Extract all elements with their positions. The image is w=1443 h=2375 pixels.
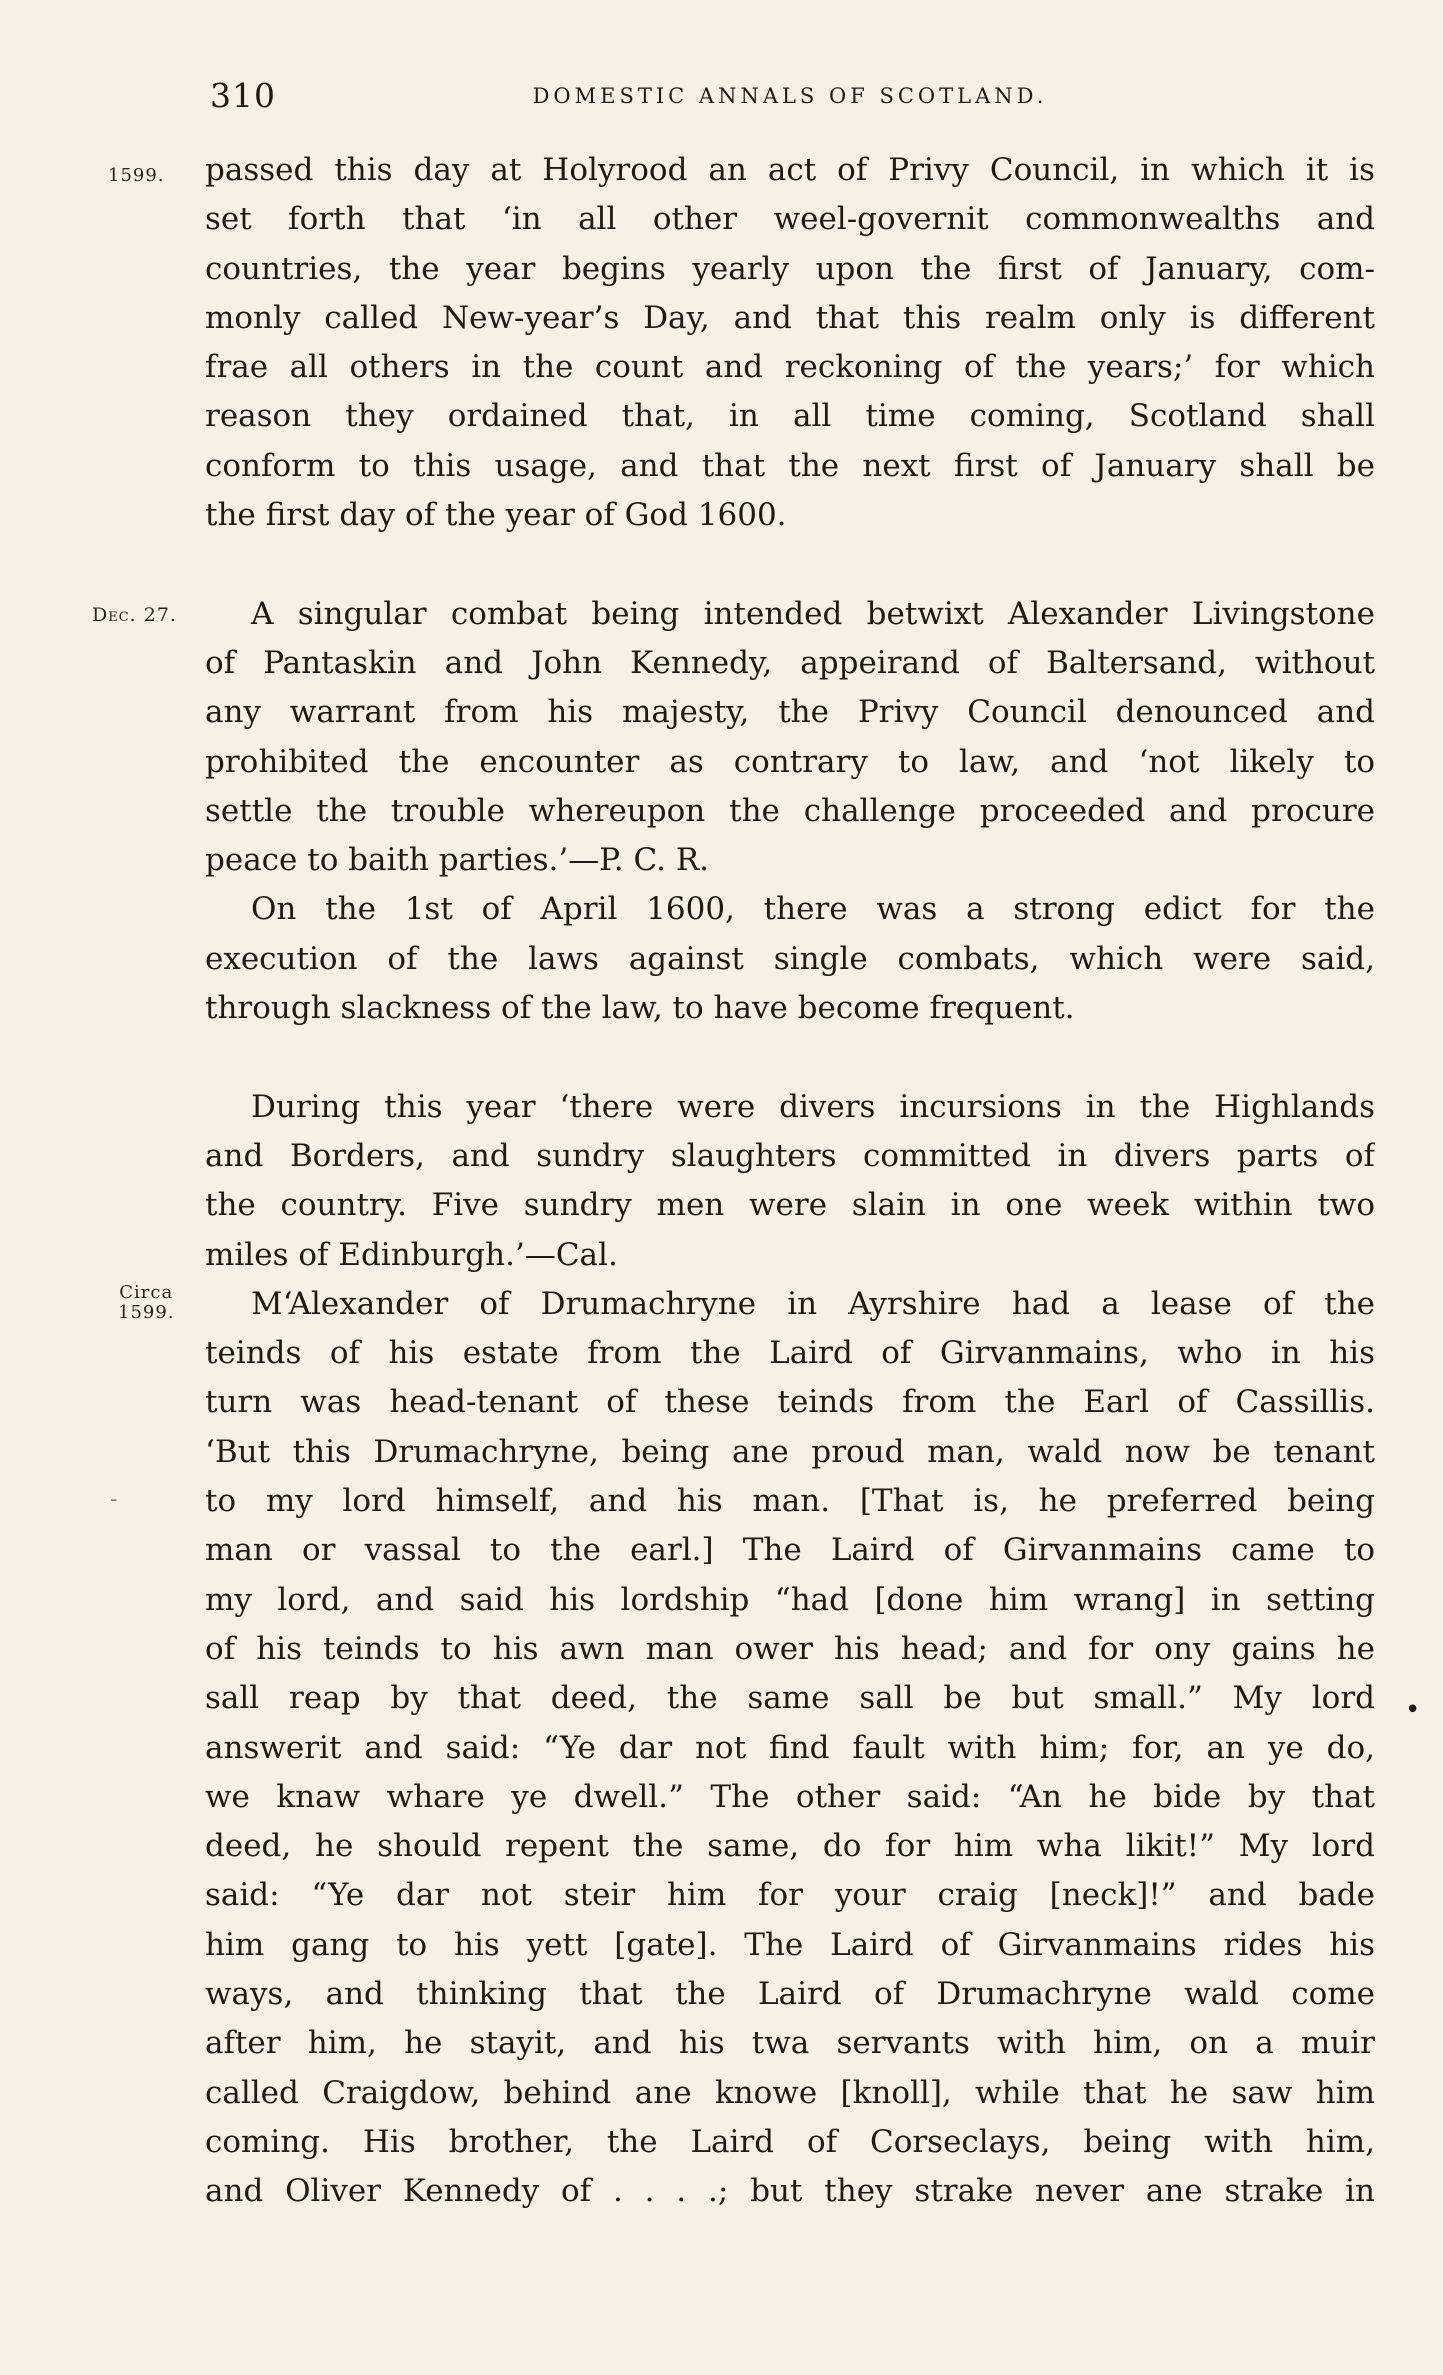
text-line: said: “Ye dar not steir him for your craig [neck]!” and bade <box>205 1877 1375 1914</box>
paragraph-gap <box>205 540 1375 589</box>
text-line: coming. His brother, the Laird of Corseclays, being with him, <box>205 2123 1375 2160</box>
margin-date-dec-27: Dec. 27. <box>92 604 177 626</box>
text-line: the country. Five sundry men were slain in one week within two <box>205 1187 1375 1224</box>
text-line: settle the trouble whereupon the challenge proceeded and procure <box>205 792 1375 829</box>
text-line: and Oliver Kennedy of . . . .; but they strake never ane strake in <box>205 2173 1375 2210</box>
margin-date-1599: 1599. <box>108 165 165 186</box>
text-line: conform to this usage, and that the next first of January shall be <box>205 447 1375 484</box>
text-line: of Pantaskin and John Kennedy, appeirand of Baltersand, without <box>205 644 1375 681</box>
text-line: man or vassal to the earl.] The Laird of Girvanmains came to <box>205 1532 1375 1569</box>
text-line: passed this day at Holyrood an act of Privy Council, in which it is <box>205 152 1375 188</box>
text-line: reason they ordained that, in all time coming, Scotland shall <box>205 398 1375 435</box>
running-title: DOMESTIC ANNALS OF SCOTLAND. <box>532 84 1048 108</box>
margin-dot-mark: • <box>1405 1695 1421 1725</box>
text-line: set forth that ‘in all other weel-governit commonwealths and <box>205 201 1375 238</box>
text-line: through slackness of the law, to have become frequent. <box>205 990 1075 1027</box>
text-line: answerit and said: “Ye dar not find fault with him; for, an ye do, <box>205 1729 1375 1766</box>
text-line: ‘But this Drumachryne, being ane proud man, wald now be tenant <box>205 1433 1375 1470</box>
text-line: any warrant from his majesty, the Privy Council denounced and <box>205 694 1375 731</box>
text-line: him gang to his yett [gate]. The Laird of Girvanmains rides his <box>205 1926 1375 1963</box>
text-line: A singular combat being intended betwixt Alexander Livingstone <box>251 595 1375 632</box>
body-text <box>205 146 1375 2216</box>
text-line: my lord, and said his lordship “had [done him wrang] in setting <box>205 1581 1375 1618</box>
margin-tick-mark: - <box>110 1487 118 1512</box>
text-line: the first day of the year of God 1600. <box>205 497 787 534</box>
margin-circa-label: Circa <box>119 1282 174 1303</box>
margin-date-circa-1599 <box>118 1283 175 1323</box>
paragraph-gap <box>205 1033 1375 1082</box>
text-line: deed, he should repent the same, do for him wha likit!” My lord <box>205 1828 1375 1865</box>
text-line: turn was head-tenant of these teinds from the Earl of Cassillis. <box>205 1384 1375 1421</box>
text-line: execution of the laws against single combats, which were said, <box>205 940 1375 977</box>
text-line: countries, the year begins yearly upon the first of January, com- <box>205 250 1375 287</box>
text-line: miles of Edinburgh.’—Cal. <box>205 1236 618 1273</box>
text-line: sall reap by that deed, the same sall be but small.” My lord <box>205 1680 1375 1717</box>
text-line: to my lord himself, and his man. [That is, he preferred being <box>205 1483 1375 1520</box>
text-line: called Craigdow, behind ane knowe [knoll], while that he saw him <box>205 2074 1375 2111</box>
margin-circa-year: 1599. <box>118 1302 175 1323</box>
text-line: of his teinds to his awn man ower his head; and for ony gains he <box>205 1630 1375 1667</box>
text-line: teinds of his estate from the Laird of Girvanmains, who in his <box>205 1335 1375 1372</box>
text-line: prohibited the encounter as contrary to law, and ‘not likely to <box>205 743 1375 780</box>
text-line: monly called New-year’s Day, and that this realm only is different <box>205 299 1375 336</box>
text-line: after him, he stayit, and his twa servants with him, on a muir <box>205 2025 1375 2062</box>
text-line: M‘Alexander of Drumachryne in Ayrshire had a lease of the <box>251 1285 1375 1322</box>
text-line: and Borders, and sundry slaughters committed in divers parts of <box>205 1137 1375 1174</box>
page-number: 310 <box>210 76 276 115</box>
page-header <box>210 76 1370 116</box>
text-line: we knaw whare ye dwell.” The other said: “An he bide by that <box>205 1778 1375 1815</box>
text-line: peace to baith parties.’—P. C. R. <box>205 842 710 879</box>
text-line: During this year ‘there were divers incursions in the Highlands <box>251 1088 1375 1125</box>
text-line: On the 1st of April 1600, there was a strong edict for the <box>251 891 1375 928</box>
text-line: ways, and thinking that the Laird of Drumachryne wald come <box>205 1975 1375 2012</box>
text-line: frae all others in the count and reckoning of the years;’ for which <box>205 349 1375 386</box>
